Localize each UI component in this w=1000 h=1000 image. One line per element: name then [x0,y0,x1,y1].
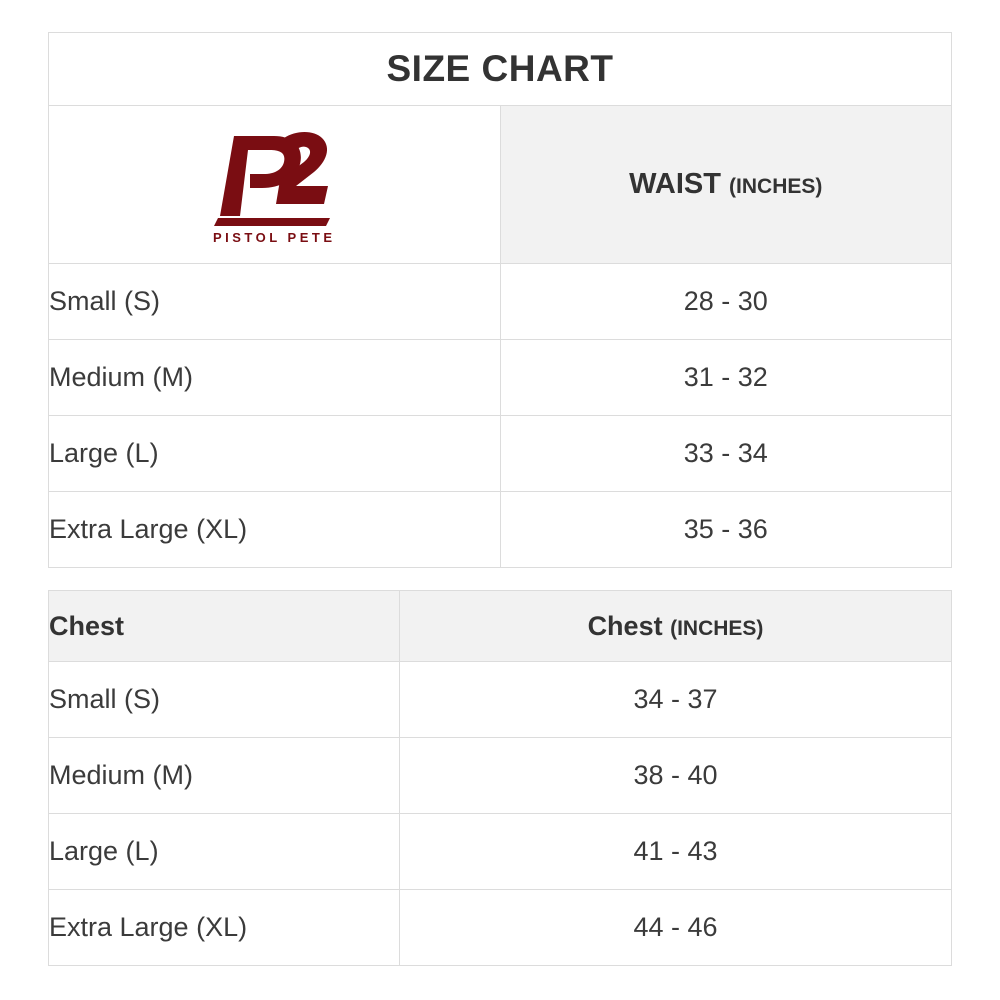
size-value: 31 - 32 [500,340,952,416]
table-row [49,492,952,568]
table-row [49,738,952,814]
table-row [49,662,952,738]
waist-header-label: WAIST [629,168,721,200]
size-label: Small (S) [49,264,501,340]
size-label: Large (L) [49,416,501,492]
size-value: 33 - 34 [500,416,952,492]
title-row [49,33,952,106]
pistol-pete-p2-logo-icon [210,124,338,228]
table-row [49,340,952,416]
size-label: Small (S) [49,662,400,738]
size-value: 28 - 30 [500,264,952,340]
waist-column-header [500,106,952,264]
logo-wrap [49,124,500,245]
size-label: Large (L) [49,814,400,890]
table-row [49,264,952,340]
chest-column-header [400,591,952,662]
size-label: Medium (M) [49,738,400,814]
waist-header-unit: (INCHES) [729,175,823,198]
size-value: 35 - 36 [500,492,952,568]
chest-row-header: Chest [49,591,400,662]
page-title: SIZE CHART [49,33,952,106]
waist-size-table [48,32,952,568]
size-label: Extra Large (XL) [49,890,400,966]
size-value: 34 - 37 [400,662,952,738]
brand-logo-cell [49,106,501,264]
size-label: Extra Large (XL) [49,492,501,568]
waist-header-row [49,106,952,264]
table-row [49,416,952,492]
brand-name: PISTOL PETE [212,230,336,245]
table-gap-divider [48,568,952,590]
chest-header-row [49,591,952,662]
chest-header-unit: (INCHES) [670,616,764,640]
table-row [49,890,952,966]
size-value: 44 - 46 [400,890,952,966]
size-value: 41 - 43 [400,814,952,890]
chest-header-label: Chest [587,610,663,641]
chest-size-table [48,590,952,966]
size-value: 38 - 40 [400,738,952,814]
table-row [49,814,952,890]
size-label: Medium (M) [49,340,501,416]
